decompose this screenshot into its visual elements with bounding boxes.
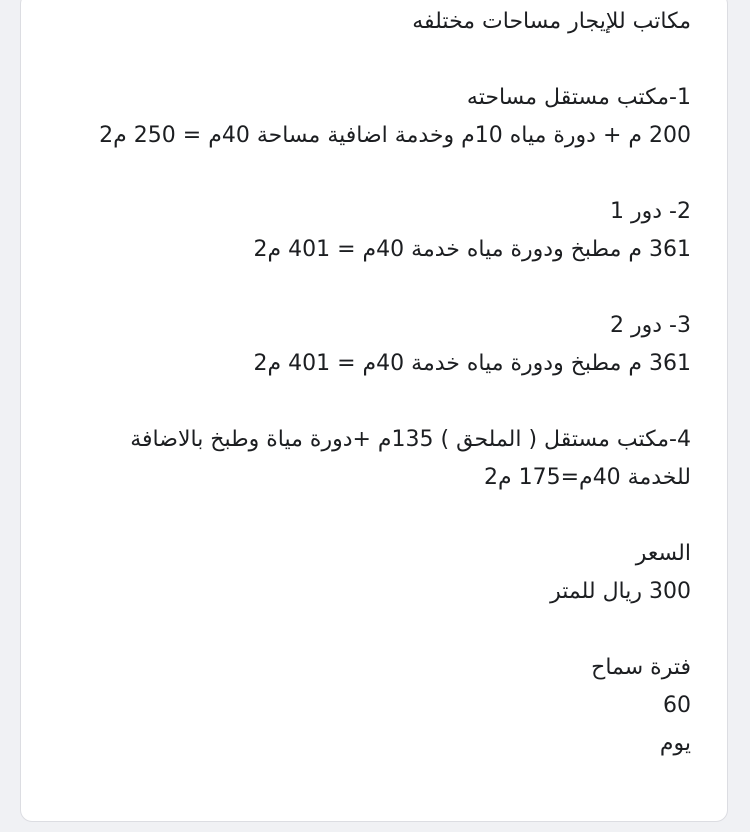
post-body (61, 3, 691, 763)
item-3-detail: 361 م مطبخ ودورة مياه خدمة 40م = 401 م2 (253, 351, 691, 376)
spacer (61, 497, 691, 535)
spacer (61, 269, 691, 307)
item-1-heading: 1-مكتب مستقل مساحته (466, 85, 691, 110)
price-value: 300 ريال للمتر (550, 579, 691, 604)
spacer (61, 41, 691, 79)
item-3-heading: 3- دور 2 (610, 313, 691, 338)
post-title: مكاتب للإيجار مساحات مختلفه (412, 9, 691, 34)
grace-period-label: فترة سماح (591, 655, 691, 680)
spacer (61, 155, 691, 193)
item-4-heading: 4-مكتب مستقل ( الملحق ) 135م +دورة مياة وطبخ بالاضافة (130, 427, 691, 452)
grace-period-value: 60 (663, 693, 691, 718)
item-4-detail: للخدمة 40م=175 م2 (484, 465, 691, 490)
spacer (61, 611, 691, 649)
post-card (20, 0, 728, 822)
grace-period-unit: يوم (659, 731, 691, 756)
item-2-heading: 2- دور 1 (610, 199, 691, 224)
spacer (61, 383, 691, 421)
item-1-detail: 200 م + دورة مياه 10م وخدمة اضافية مساحة 40م = 250 م2 (99, 123, 691, 148)
item-2-detail: 361 م مطبخ ودورة مياه خدمة 40م = 401 م2 (253, 237, 691, 262)
price-label: السعر (635, 541, 691, 566)
